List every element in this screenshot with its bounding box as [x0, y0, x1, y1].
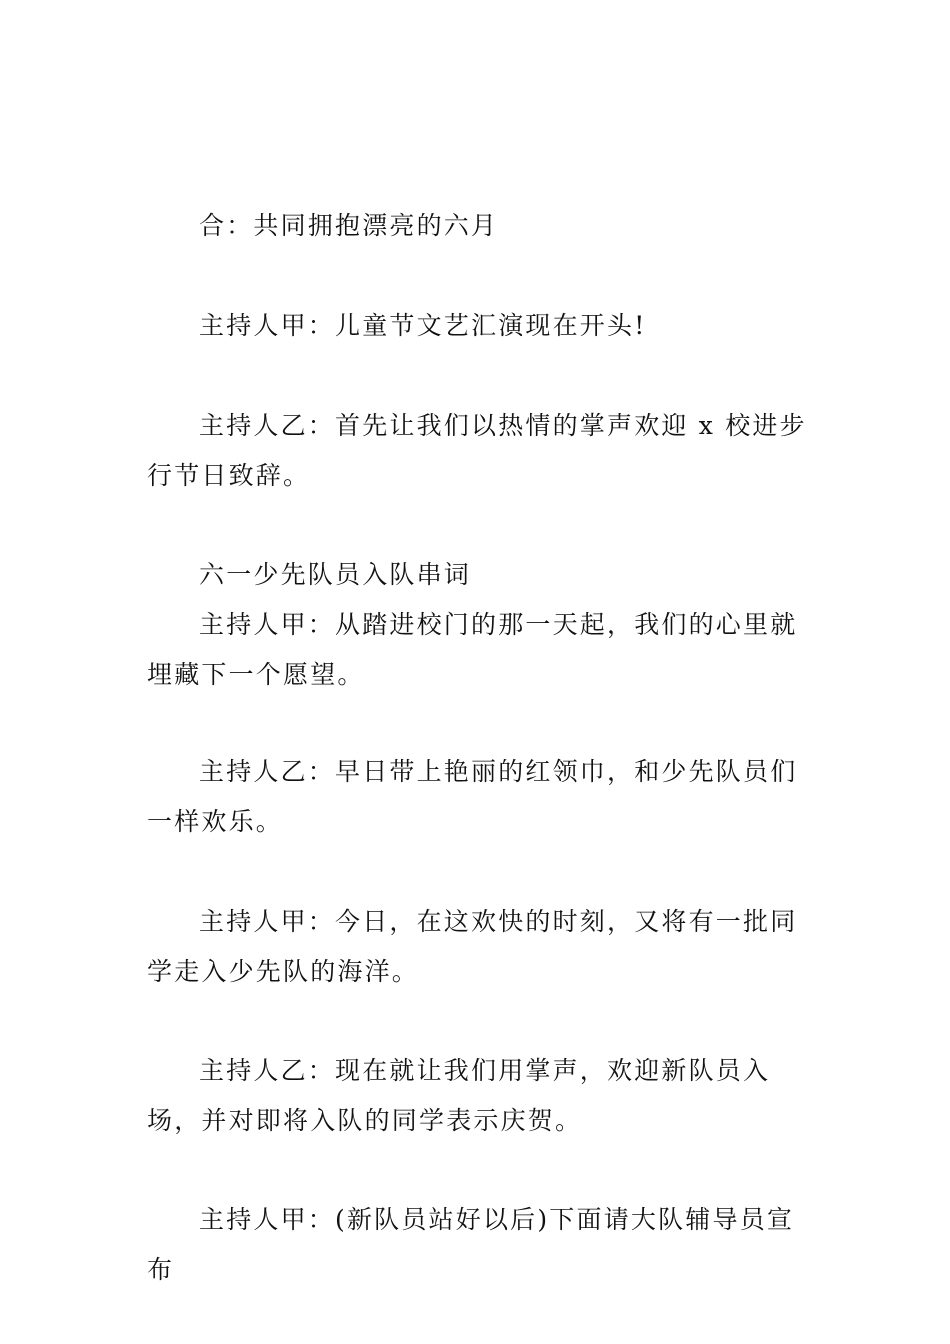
- paragraph-host-a-wish: 主持人甲：从踏进校门的那一天起，我们的心里就埋藏下一个愿望。: [147, 610, 798, 689]
- paragraph-host-a-today: 主持人甲：今日，在这欢快的时刻，又将有一批同学走入少先队的海洋。: [147, 907, 798, 986]
- paragraph-host-b-welcome: 主持人乙：首先让我们以热情的掌声欢迎 x 校进步行节日致辞。: [147, 411, 807, 490]
- paragraph-host-b-applause: 主持人乙：现在就让我们用掌声，欢迎新队员入场，并对即将入队的同学表示庆贺。: [147, 1056, 771, 1135]
- section-heading: 六一少先队员入队串词: [199, 560, 472, 589]
- paragraph-host-a-opening: 主持人甲：儿童节文艺汇演现在开头!: [199, 311, 647, 340]
- paragraph-chorus: 合：共同拥抱漂亮的六月: [199, 211, 499, 240]
- paragraph-host-b-scarf: 主持人乙：早日带上艳丽的红领巾，和少先队员们一样欢乐。: [147, 757, 798, 836]
- paragraph-host-a-announce: 主持人甲：(新队员站好以后)下面请大队辅导员宣布: [147, 1205, 795, 1284]
